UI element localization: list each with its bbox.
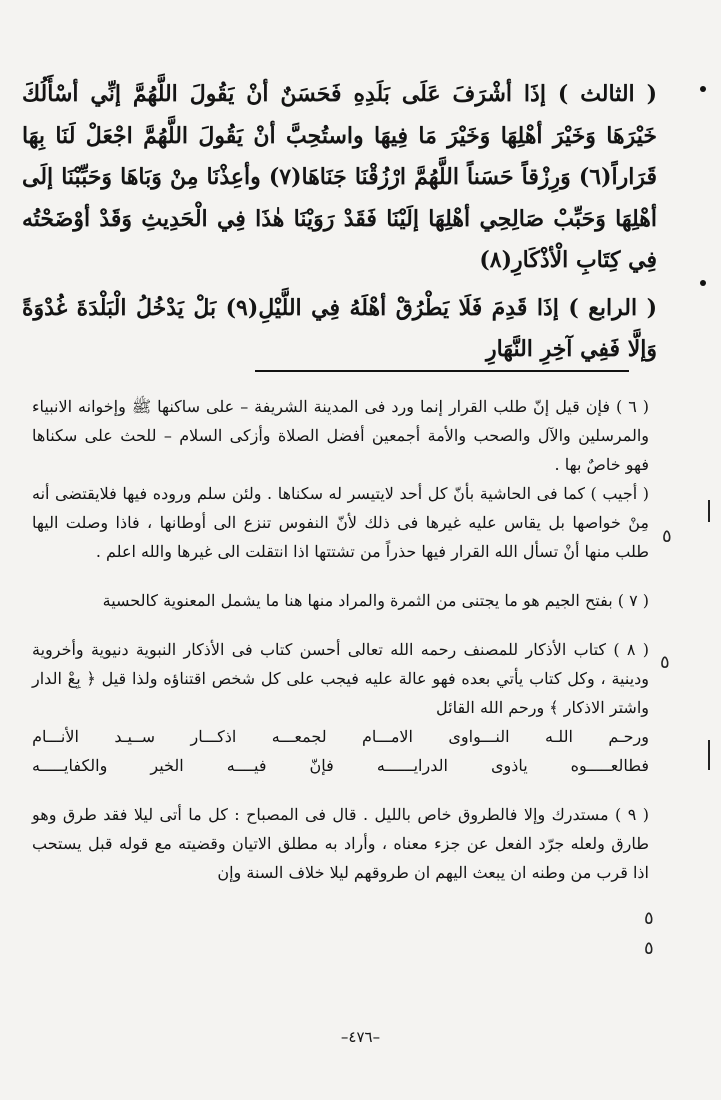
poem-word: فإنّ xyxy=(309,756,334,775)
poem-word: فيــــه xyxy=(226,756,267,775)
footnotes xyxy=(32,392,649,887)
poem-word: النـــواوى xyxy=(448,727,510,746)
poem-word: ورحـم xyxy=(608,727,649,746)
margin-dot xyxy=(700,280,706,286)
main-paragraph-fourth: ( الرابع ) إذَا قَدِمَ فَلَا يَطْرُقْ أهْلَهُ فِي اللَّيْلِ(٩) بَلْ يَدْخُلُ الْبَلْدَةَ غُدْوَةً وَإلَّا فَفِي آخِرِ النَّهَارِ xyxy=(22,294,657,362)
poem-word: الخير xyxy=(150,756,184,775)
margin-bar xyxy=(708,500,710,522)
poem-word: اذكـــار xyxy=(190,727,237,746)
margin-mark: ٥ xyxy=(644,938,654,959)
margin-mark: ٥ xyxy=(644,908,654,929)
poem-word: لجمعـــه xyxy=(271,727,327,746)
main-text xyxy=(22,74,657,371)
poem-word: فطالعـــــوه xyxy=(570,756,649,775)
main-paragraph-third: ( الثالث ) إذَا أشْرَفَ عَلَى بَلَدِهِ فَحَسَنٌ أنْ يَقُولَ اللَّهُمَّ إنِّي أسْأَلُكَ خَيْرَهَا وَخَيْرَ أهْلِهَا وَخَيْرَ مَا فِيهَا واستُحِبَّ أنْ يَقُولَ اللَّهُمَّ اجْعَلْ لَنَا بِهَا قَرَاراً(٦) وَرِزْقاً حَسَناً اللَّهُمَّ ارْزُقْنَا جَنَاهَا(٧) وأعِذْنَا مِنْ وَبَاهَا وَحَبِّبْنَا إلَى أهْلِهَا وَحَبِّبْ صَالِحِي أهْلِهَا إلَيْنَا فَقَدْ رَوَيْنَا هٰذَا فِي الْحَدِيثِ وَقَدْ أوْضَحْتُه فِي كِتَابِ الْأذْكَارِ(٨) xyxy=(22,81,657,273)
poem-word: الامـــام xyxy=(362,727,413,746)
footnote-6: ( ٦ ) فإن قيل إنّ طلب القرار إنما ورد فى المدينة الشريفة – على ساكنها ﷺ وإخوانه الانبياء والمرسلين والآل والصحب والأمة أجمعين أفضل الصلاة وأزكى السلام – للحث على سكناها فهو خاصٌ بها . xyxy=(32,397,650,474)
footnote-7: ( ٧ ) بفتح الجيم هو ما يجتنى من الثمرة والمراد منها هنا ما يشمل المعنوية كالحسية xyxy=(102,591,649,610)
page-number: –٤٧٦– xyxy=(340,1028,381,1046)
margin-bar xyxy=(708,740,710,770)
poem-line-1 xyxy=(32,722,649,751)
footnote-9: ( ٩ ) مستدرك وإلا فالطروق خاص بالليل . قال فى المصباح : كل ما أتى ليلا فقد طرق وهو طارق ولعله جرّد الفعل عن جزء معناه ، وأراد به مطلق الاتيان وقضيته مع قوله قبل يستحب اذا قرب من وطنه ان يبعث اليهم ان طروقهم ليلا خلاف السنة وإن xyxy=(32,805,650,882)
poem-word: ياذوى xyxy=(490,756,528,775)
margin-mark: ٥ xyxy=(660,652,670,673)
margin-mark: ٥ xyxy=(662,526,672,547)
poem-word: والكفايـــــه xyxy=(32,756,108,775)
poem-word: الأنـــام xyxy=(32,727,79,746)
margin-dot xyxy=(700,86,706,92)
poem-word: اللـه xyxy=(545,727,573,746)
footnote-divider xyxy=(255,370,629,372)
footnote-8: ( ٨ ) كتاب الأذكار للمصنف رحمه الله تعالى أحسن كتاب فى الأذكار النبوية دنيوية وأخروية ودينية ، وكل كتاب يأتي بعده فهو عالة عليه فيجب على كل شخص اقتناؤه ولذا قيل ﴿ بِعْ الدار واشتر الاذكار ﴾ ورحم الله القائل xyxy=(32,640,649,717)
poem-line-2 xyxy=(32,751,649,780)
poem-word: الدرايــــــه xyxy=(376,756,448,775)
footnote-6-answer: ( أجيب ) كما فى الحاشية بأنّ كل أحد لايتيسر له سكناها . ولئن سلم وروده فيها فلايقتضى أنه مِنْ خواصها بل يقاس عليه غيرها فى ذلك لأنّ النفوس تنزع الى أوطانها ، فاذا وصلت اليها طلب منها أنْ تسأل الله القرار فيها حذراً من تشتتها اذا انتقلت الى غيرها والله اعلم . xyxy=(32,484,649,561)
poem-word: ســيـد xyxy=(114,727,156,746)
